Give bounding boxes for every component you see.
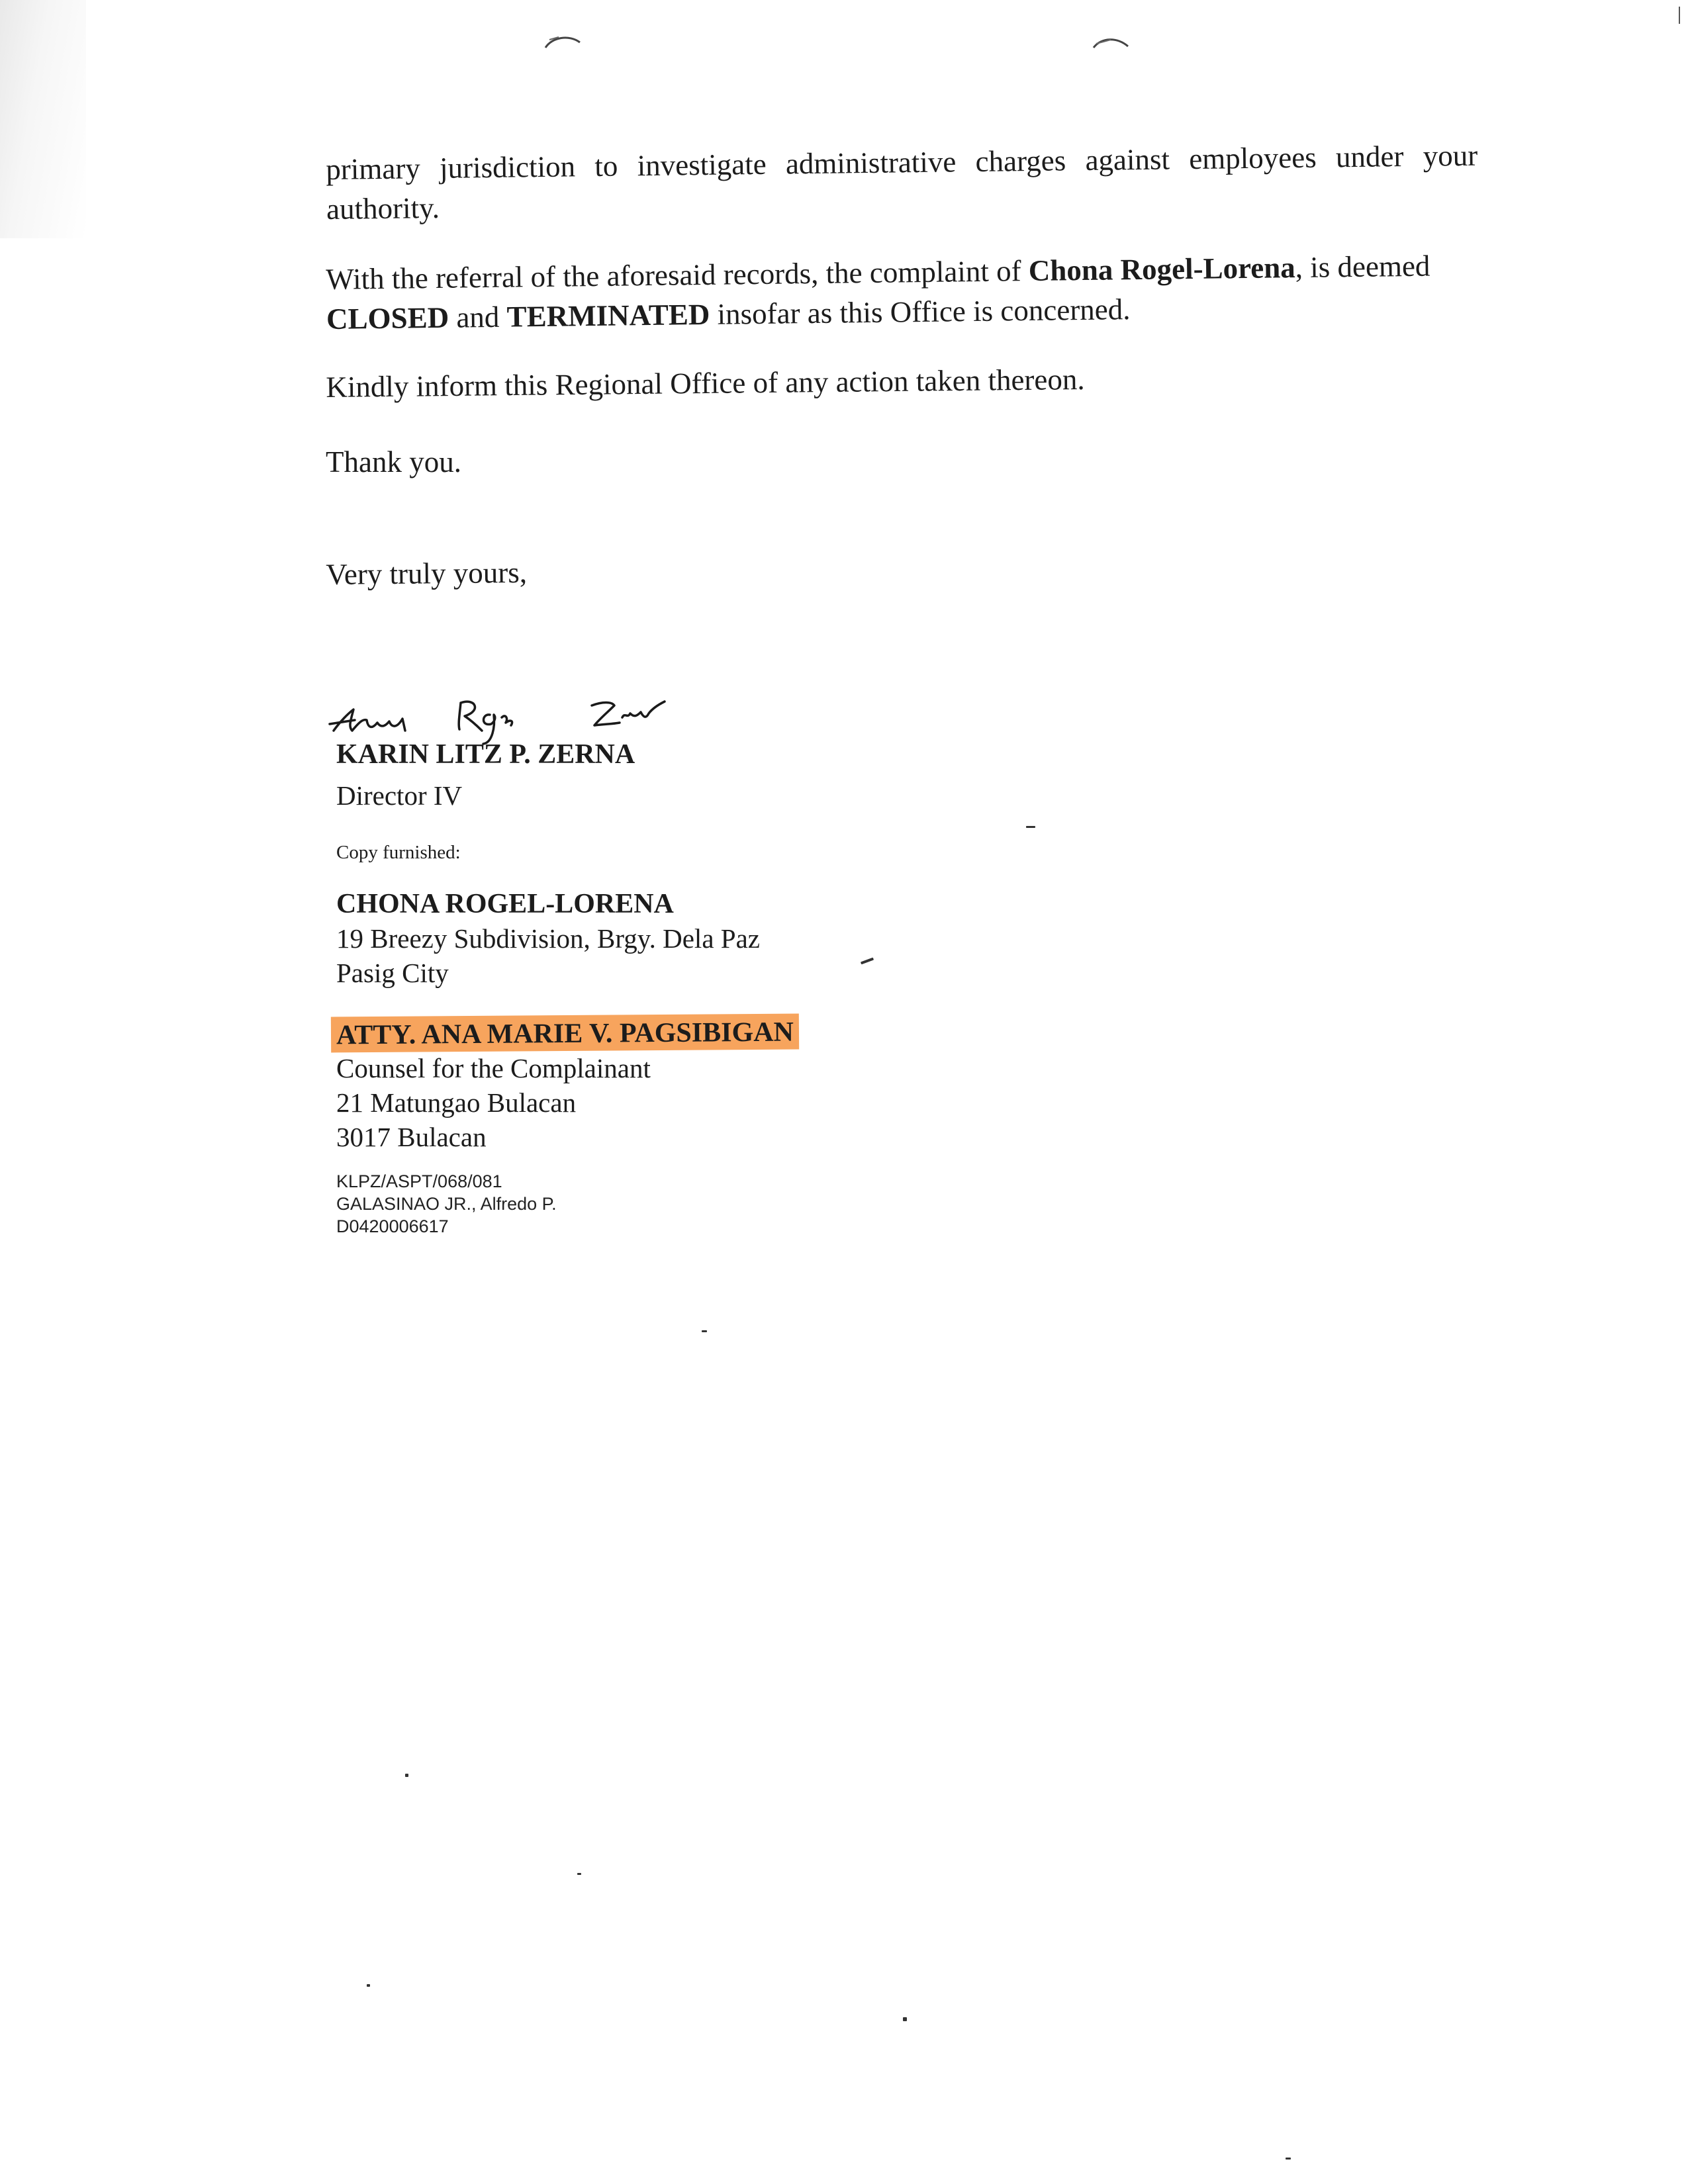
recipient-block: [336, 887, 760, 990]
copy-furnished-label: Copy furnished:: [336, 842, 461, 863]
body-paragraph-referral: [326, 246, 1478, 339]
signatory-name: KARIN LITZ P. ZERNA: [336, 739, 635, 770]
recipient-address-line: 19 Breezy Subdivision, Brgy. Dela Paz: [336, 923, 760, 954]
recipient-address-line: Pasig City: [336, 958, 449, 988]
reference-line: D0420006617: [336, 1216, 449, 1236]
referral-text-c: and: [448, 300, 507, 334]
scan-speck: [903, 2017, 907, 2021]
status-closed: CLOSED: [326, 300, 449, 336]
referral-text-a: With the referral of the aforesaid records, the complaint of: [326, 254, 1029, 296]
scan-speck: [702, 1330, 707, 1332]
recipient-name: CHONA ROGEL-LORENA: [336, 889, 674, 919]
scan-speck: [405, 1774, 408, 1777]
complainant-name: Chona Rogel-Lorena: [1028, 251, 1295, 288]
scan-speck: [1026, 826, 1035, 828]
scan-speck: [577, 1873, 581, 1875]
punch-hole-mark: [1091, 34, 1131, 50]
referral-text-d: insofar as this Office is concerned.: [710, 293, 1131, 331]
recipient-address-line: Counsel for the Complainant: [336, 1053, 651, 1083]
scan-edge-mark: [1679, 7, 1680, 24]
body-paragraph-jurisdiction: primary jurisdiction to investigate administrative charges against employees under your authority.: [326, 138, 1478, 226]
recipient-address-line: 21 Matungao Bulacan: [336, 1087, 577, 1118]
signatory-title: Director IV: [336, 780, 463, 811]
body-paragraph-thanks: Thank you.: [326, 445, 461, 478]
recipient-address-line: 3017 Bulacan: [336, 1122, 487, 1152]
scan-speck: [367, 1984, 370, 1987]
scan-speck: [1286, 2158, 1291, 2160]
recipient-block: [336, 1015, 799, 1154]
reference-block: [336, 1170, 557, 1238]
referral-text-b: , is deemed: [1295, 249, 1430, 285]
scan-shadow: [0, 0, 86, 238]
scan-speck: [861, 958, 874, 965]
highlighted-recipient-name: ATTY. ANA MARIE V. PAGSIBIGAN: [331, 1014, 799, 1053]
reference-line: KLPZ/ASPT/068/081: [336, 1171, 502, 1191]
status-terminated: TERMINATED: [506, 297, 710, 334]
reference-line: GALASINAO JR., Alfredo P.: [336, 1194, 557, 1214]
body-paragraph-inform: Kindly inform this Regional Office of any action taken thereon.: [326, 362, 1085, 404]
punch-hole-mark: [543, 33, 583, 49]
signatory-block: [336, 737, 635, 813]
closing-salutation: Very truly yours,: [326, 555, 528, 591]
